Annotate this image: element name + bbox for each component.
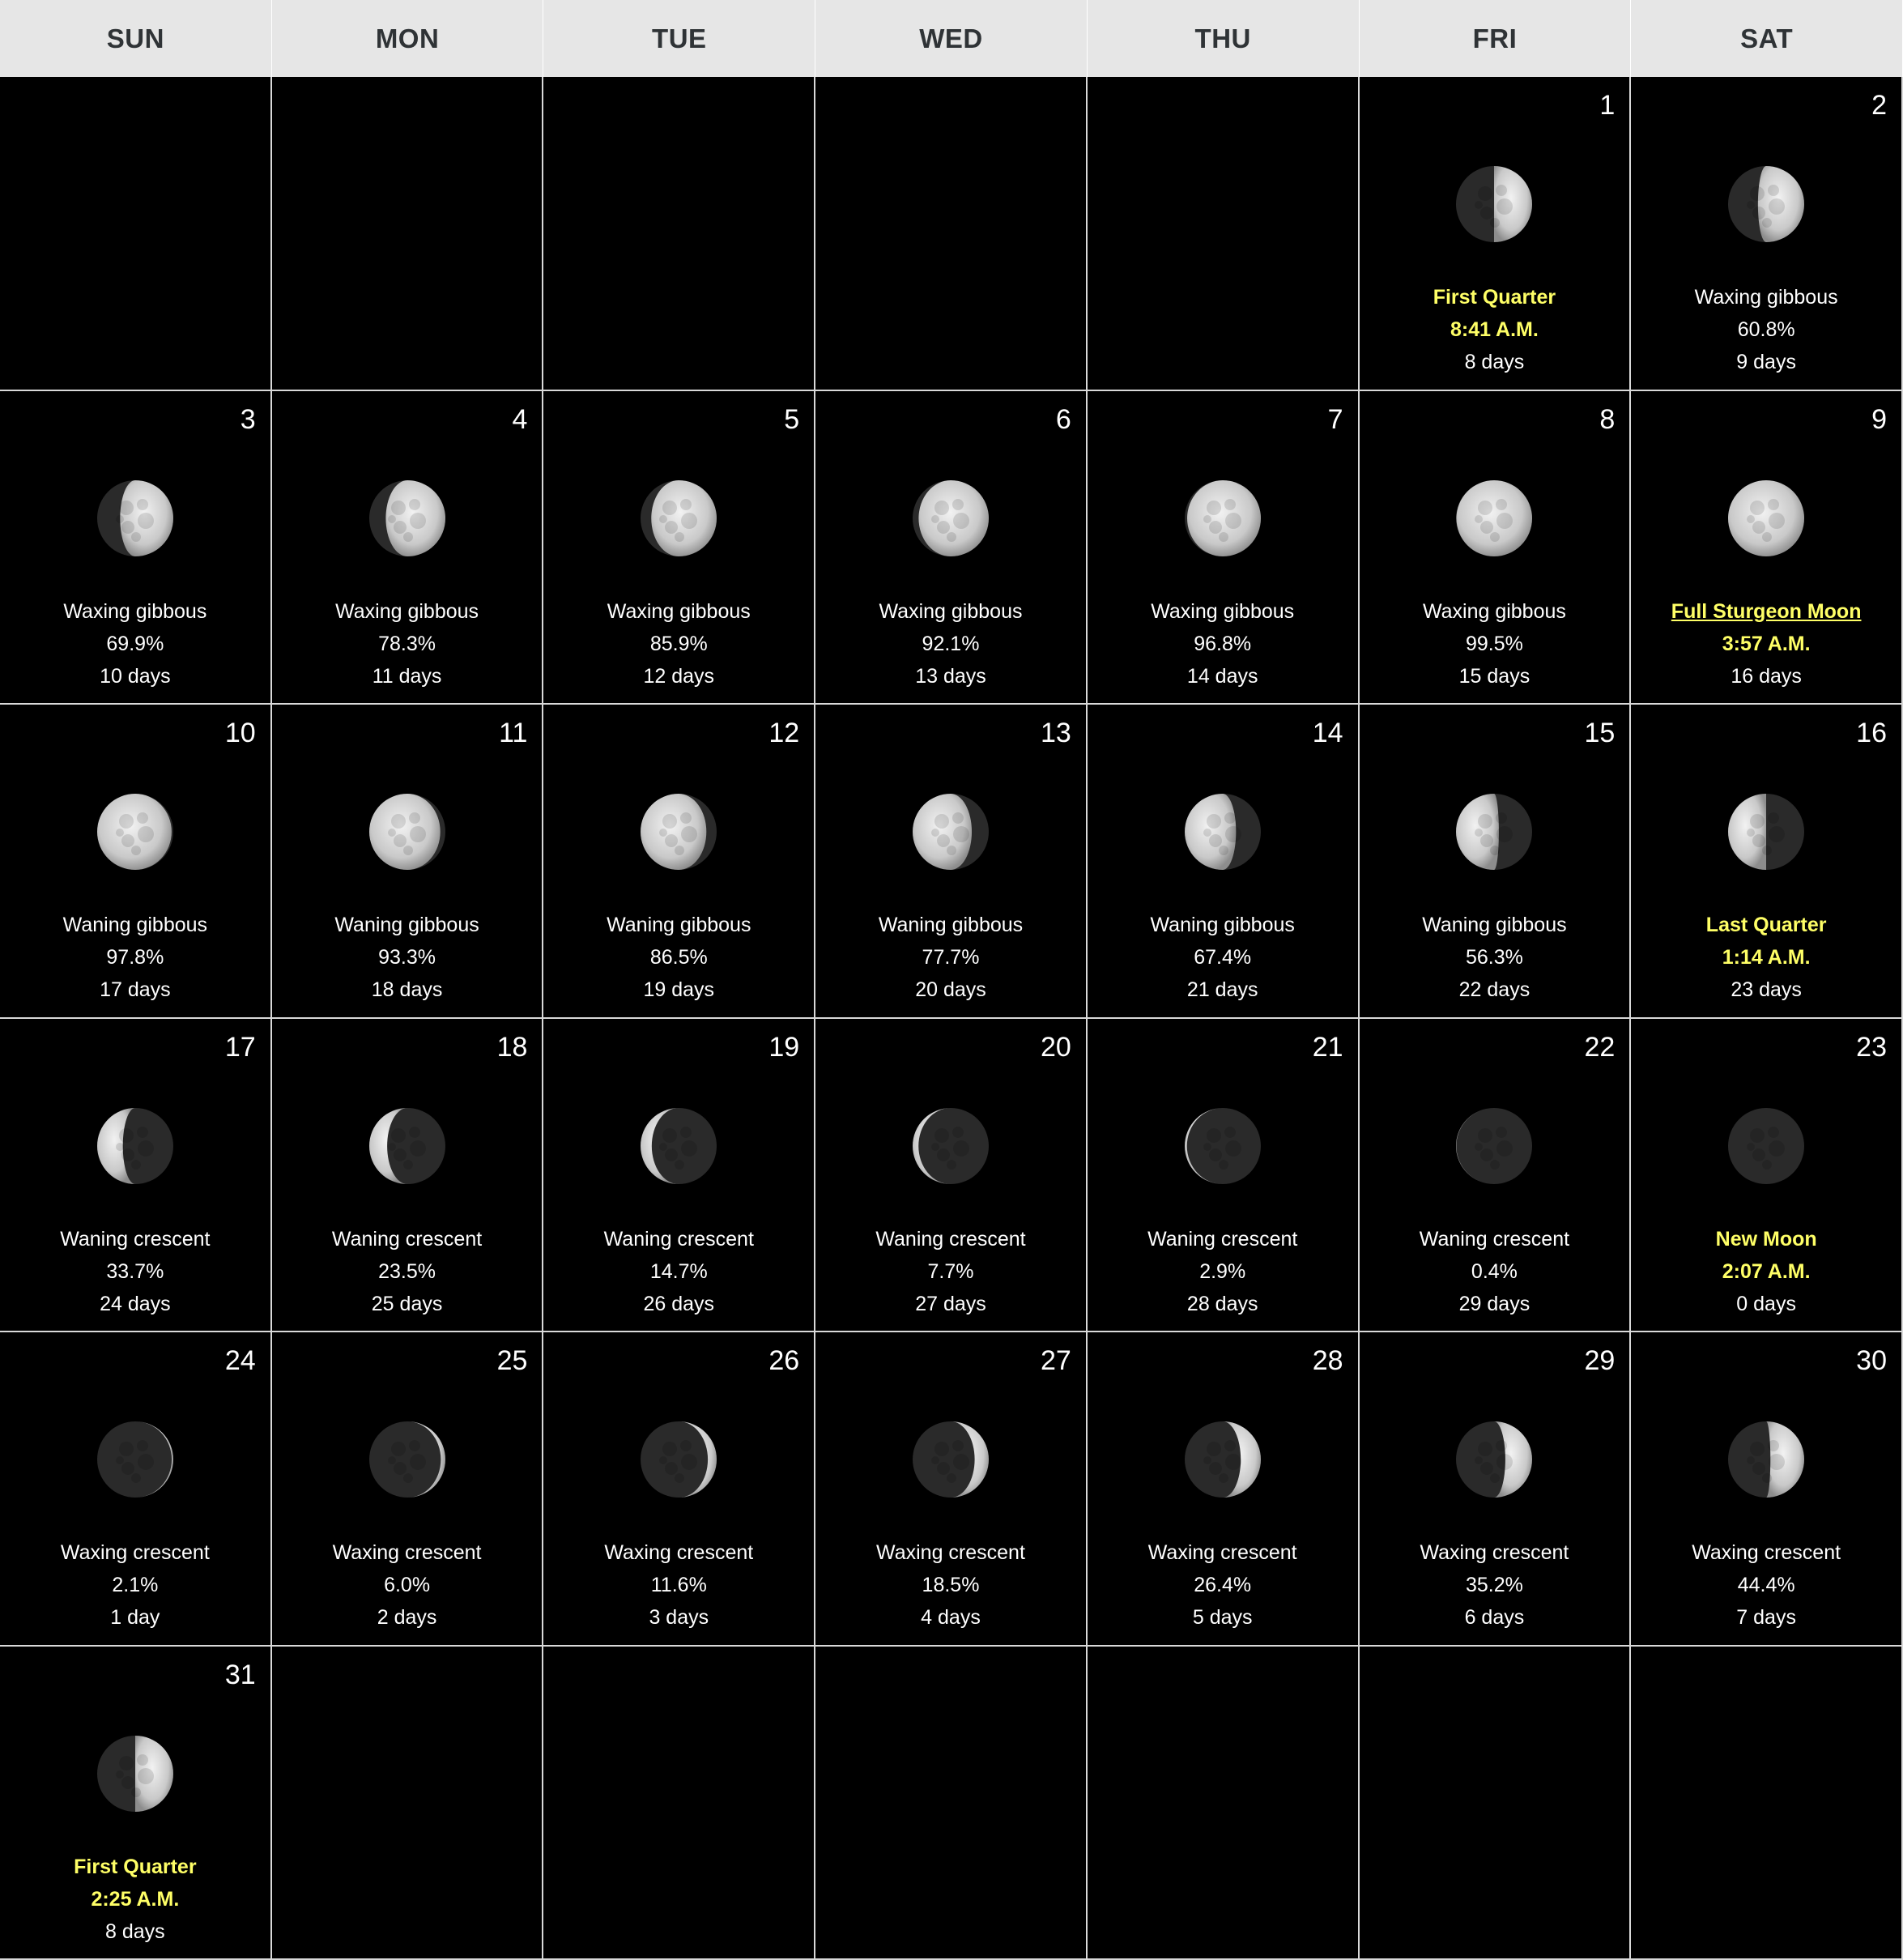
- empty-day-cell: [1631, 1647, 1903, 1960]
- illumination-percent: 85.9%: [649, 632, 708, 655]
- illumination-percent: 23.5%: [378, 1259, 436, 1283]
- day-cell-10[interactable]: [0, 705, 272, 1019]
- phase-time: 2:07 A.M.: [1722, 1259, 1811, 1283]
- phase-name: Waning crescent: [1419, 1227, 1570, 1251]
- moon-phase-icon: [639, 792, 718, 871]
- moon-age: 1 day: [110, 1606, 160, 1629]
- illumination-percent: 2.1%: [112, 1574, 159, 1596]
- day-number: 23: [1856, 1031, 1887, 1063]
- day-cell-29[interactable]: [1360, 1332, 1632, 1647]
- empty-day-cell: [272, 1647, 544, 1960]
- moon-phase-icon: [96, 479, 175, 558]
- empty-day-cell: [815, 77, 1088, 391]
- day-cell-26[interactable]: [543, 1332, 815, 1647]
- moon-age: 22 days: [1458, 978, 1530, 1001]
- phase-name: Waxing crescent: [1692, 1541, 1841, 1564]
- day-number: 28: [1312, 1345, 1343, 1376]
- phase-name: Waning crescent: [875, 1227, 1026, 1251]
- day-number: 15: [1584, 718, 1616, 748]
- weekday-header-thu: THU: [1088, 0, 1360, 77]
- phase-info: [1360, 909, 1630, 1006]
- day-cell-28[interactable]: [1088, 1332, 1360, 1647]
- phase-info: [1088, 909, 1358, 1006]
- phase-info: [0, 1851, 270, 1948]
- moon-phase-icon: [911, 792, 990, 871]
- day-cell-12[interactable]: [543, 705, 815, 1019]
- day-cell-17[interactable]: [0, 1019, 272, 1333]
- moon-age: 25 days: [371, 1292, 443, 1315]
- weekday-header-sun: SUN: [0, 0, 272, 77]
- illumination-percent: 77.7%: [922, 946, 980, 969]
- day-number: 29: [1584, 1345, 1616, 1376]
- phase-info: [1631, 909, 1901, 1006]
- moon-phase-icon: [639, 1420, 718, 1499]
- moon-age: 10 days: [100, 664, 171, 688]
- moon-phase-icon: [911, 1106, 990, 1186]
- phase-info: [1360, 1223, 1630, 1320]
- weekday-header-sat: SAT: [1631, 0, 1903, 77]
- illumination-percent: 69.9%: [106, 632, 164, 655]
- phase-info: [543, 909, 814, 1006]
- phase-name: Waning crescent: [331, 1227, 483, 1251]
- illumination-percent: 99.5%: [1465, 632, 1523, 655]
- phase-info: [543, 595, 814, 692]
- phase-name: Waxing gibbous: [335, 599, 479, 623]
- empty-day-cell: [272, 77, 544, 391]
- illumination-percent: 0.4%: [1471, 1259, 1518, 1283]
- illumination-percent: 18.5%: [922, 1574, 980, 1596]
- phase-name: Waxing gibbous: [63, 599, 207, 623]
- phase-info: [272, 1536, 543, 1634]
- phase-name: Waning gibbous: [607, 914, 751, 936]
- day-cell-4[interactable]: [272, 391, 544, 705]
- moon-age: 20 days: [915, 978, 986, 1001]
- moon-phase-icon: [1454, 479, 1534, 558]
- day-number: 27: [1041, 1345, 1071, 1376]
- phase-name: Waning gibbous: [878, 914, 1024, 936]
- moon-phase-icon: [1183, 479, 1262, 558]
- phase-info: [272, 1223, 543, 1320]
- moon-phase-icon: [368, 792, 447, 871]
- moon-phase-icon: [1726, 1106, 1806, 1186]
- phase-name: Last Quarter: [1705, 914, 1827, 936]
- illumination-percent: 33.7%: [106, 1259, 164, 1283]
- phase-name: Waning crescent: [603, 1227, 754, 1251]
- phase-info: [815, 1536, 1086, 1634]
- phase-name: New Moon: [1715, 1227, 1817, 1251]
- illumination-percent: 26.4%: [1194, 1574, 1252, 1596]
- moon-phase-icon: [639, 1106, 718, 1186]
- empty-day-cell: [815, 1647, 1088, 1960]
- day-cell-22[interactable]: [1360, 1019, 1632, 1333]
- day-cell-5[interactable]: [543, 391, 815, 705]
- day-cell-15[interactable]: [1360, 705, 1632, 1019]
- moon-phase-icon: [1454, 1106, 1534, 1186]
- moon-age: 6 days: [1464, 1606, 1525, 1629]
- moon-age: 21 days: [1186, 978, 1258, 1001]
- phase-info: [272, 595, 543, 692]
- phase-info: [543, 1223, 814, 1320]
- phase-info: [1631, 1223, 1901, 1320]
- day-cell-14[interactable]: [1088, 705, 1360, 1019]
- empty-day-cell: [543, 77, 815, 391]
- phase-name: Waxing gibbous: [607, 599, 751, 623]
- phase-info: [1631, 595, 1901, 692]
- day-number: 9: [1871, 403, 1887, 435]
- day-cell-1[interactable]: [1360, 77, 1632, 391]
- day-number: 16: [1856, 718, 1887, 748]
- empty-day-cell: [1360, 1647, 1632, 1960]
- moon-age: 9 days: [1736, 351, 1796, 373]
- day-cell-23[interactable]: [1631, 1019, 1903, 1333]
- phase-info: [815, 1223, 1086, 1320]
- moon-phase-icon: [1726, 792, 1806, 871]
- day-number: 3: [240, 403, 256, 435]
- day-number: 12: [768, 718, 800, 748]
- moon-phase-icon: [1454, 164, 1534, 244]
- illumination-percent: 67.4%: [1194, 946, 1252, 969]
- day-number: 18: [496, 1031, 528, 1063]
- illumination-percent: 2.9%: [1199, 1259, 1246, 1283]
- illumination-percent: 14.7%: [649, 1259, 708, 1283]
- phase-info: [1631, 281, 1901, 378]
- day-number: 5: [784, 403, 800, 435]
- illumination-percent: 56.3%: [1465, 946, 1523, 969]
- phase-name: Waxing crescent: [60, 1541, 210, 1564]
- empty-day-cell: [1088, 1647, 1360, 1960]
- day-cell-8[interactable]: [1360, 391, 1632, 705]
- phase-time: 2:25 A.M.: [91, 1887, 180, 1911]
- illumination-percent: 78.3%: [378, 632, 436, 655]
- moon-age: 24 days: [100, 1292, 171, 1315]
- day-number: 13: [1041, 718, 1071, 748]
- phase-name: Waxing crescent: [1420, 1541, 1569, 1564]
- weekday-header-fri: FRI: [1360, 0, 1632, 77]
- day-number: 26: [768, 1345, 800, 1376]
- day-cell-27[interactable]: [815, 1332, 1088, 1647]
- day-number: 11: [499, 718, 528, 748]
- moon-phase-icon: [1726, 164, 1806, 244]
- day-cell-31[interactable]: [0, 1647, 272, 1960]
- phase-name: Waxing crescent: [604, 1541, 754, 1564]
- phase-name: Waxing crescent: [1147, 1541, 1297, 1564]
- moon-age: 18 days: [371, 978, 443, 1001]
- moon-phase-icon: [96, 1734, 175, 1813]
- day-number: 4: [512, 403, 528, 435]
- day-cell-21[interactable]: [1088, 1019, 1360, 1333]
- illumination-percent: 96.8%: [1194, 632, 1252, 655]
- illumination-percent: 11.6%: [650, 1574, 707, 1596]
- phase-name: Waxing gibbous: [1422, 599, 1566, 623]
- day-number: 8: [1599, 403, 1616, 435]
- phase-name: Waning gibbous: [334, 914, 479, 936]
- moon-phase-icon: [1183, 792, 1262, 871]
- phase-info: [272, 909, 543, 1006]
- day-cell-25[interactable]: [272, 1332, 544, 1647]
- day-cell-13[interactable]: [815, 705, 1088, 1019]
- moon-age: 28 days: [1186, 1292, 1258, 1315]
- illumination-percent: 7.7%: [927, 1259, 974, 1283]
- moon-phase-icon: [368, 1106, 447, 1186]
- moon-age: 0 days: [1736, 1292, 1796, 1315]
- phase-info: [1088, 595, 1358, 692]
- moon-phase-icon: [96, 1106, 175, 1186]
- day-cell-19[interactable]: [543, 1019, 815, 1333]
- moon-age: 5 days: [1192, 1606, 1253, 1629]
- phase-name: Waning gibbous: [1150, 914, 1295, 936]
- empty-day-cell: [0, 77, 272, 391]
- moon-age: 23 days: [1731, 978, 1802, 1001]
- phase-name: First Quarter: [1433, 286, 1556, 309]
- moon-age: 14 days: [1186, 664, 1258, 688]
- day-number: 14: [1312, 718, 1343, 748]
- moon-age: 13 days: [915, 664, 986, 688]
- moon-age: 27 days: [915, 1292, 986, 1315]
- illumination-percent: 44.4%: [1737, 1574, 1795, 1596]
- day-cell-3[interactable]: [0, 391, 272, 705]
- day-number: 1: [1599, 90, 1616, 121]
- day-number: 20: [1041, 1031, 1071, 1063]
- day-cell-30[interactable]: [1631, 1332, 1903, 1647]
- illumination-percent: 60.8%: [1737, 318, 1795, 341]
- moon-phase-icon: [368, 479, 447, 558]
- phase-name: First Quarter: [74, 1855, 197, 1878]
- day-number: 24: [224, 1345, 256, 1376]
- phase-time: 8:41 A.M.: [1450, 318, 1539, 341]
- day-cell-20[interactable]: [815, 1019, 1088, 1333]
- moon-phase-icon: [1454, 792, 1534, 871]
- moon-phase-icon: [1726, 479, 1806, 558]
- moon-phase-icon: [1183, 1420, 1262, 1499]
- moon-age: 12 days: [643, 664, 715, 688]
- phase-info: [815, 909, 1086, 1006]
- moon-phase-icon: [639, 479, 718, 558]
- day-number: 21: [1312, 1031, 1343, 1063]
- phase-info: [0, 1536, 270, 1634]
- day-number: 17: [224, 1031, 256, 1063]
- phase-info: [0, 1223, 270, 1320]
- illumination-percent: 86.5%: [649, 946, 708, 969]
- weekday-header-wed: WED: [815, 0, 1088, 77]
- phase-info: [1631, 1536, 1901, 1634]
- moon-phase-icon: [911, 479, 990, 558]
- moon-phase-icon: [911, 1420, 990, 1499]
- day-number: 10: [224, 718, 256, 748]
- moon-age: 7 days: [1736, 1606, 1796, 1629]
- day-number: 22: [1584, 1031, 1616, 1063]
- moon-age: 16 days: [1731, 664, 1802, 688]
- day-cell-6[interactable]: [815, 391, 1088, 705]
- illumination-percent: 97.8%: [106, 946, 164, 969]
- moon-age: 26 days: [643, 1292, 715, 1315]
- phase-name: Waning crescent: [1147, 1227, 1298, 1251]
- moon-age: 2 days: [377, 1606, 437, 1629]
- moon-phase-icon: [368, 1420, 447, 1499]
- day-cell-11[interactable]: [272, 705, 544, 1019]
- phase-info: [1360, 1536, 1630, 1634]
- phase-info: [815, 595, 1086, 692]
- empty-day-cell: [543, 1647, 815, 1960]
- phase-info: [1088, 1536, 1358, 1634]
- day-number: 6: [1055, 403, 1071, 435]
- moon-phase-icon: [96, 792, 175, 871]
- day-cell-24[interactable]: [0, 1332, 272, 1647]
- phase-name: Waxing gibbous: [1151, 599, 1295, 623]
- moon-phase-icon: [1183, 1106, 1262, 1186]
- phase-info: [0, 909, 270, 1006]
- day-number: 25: [496, 1345, 528, 1376]
- phase-info: [1360, 595, 1630, 692]
- day-number: 31: [224, 1659, 256, 1690]
- moon-phase-icon: [96, 1420, 175, 1499]
- day-cell-18[interactable]: [272, 1019, 544, 1333]
- moon-age: 17 days: [100, 978, 171, 1001]
- phase-name: Waxing crescent: [876, 1541, 1025, 1564]
- day-number: 7: [1327, 403, 1343, 435]
- phase-info: [543, 1536, 814, 1634]
- phase-name: Waxing gibbous: [879, 599, 1023, 623]
- illumination-percent: 6.0%: [384, 1574, 431, 1596]
- moon-phase-icon: [1726, 1420, 1806, 1499]
- illumination-percent: 35.2%: [1465, 1574, 1523, 1596]
- day-cell-7[interactable]: [1088, 391, 1360, 705]
- moon-phase-icon: [1454, 1420, 1534, 1499]
- phase-info: [0, 595, 270, 692]
- empty-day-cell: [1088, 77, 1360, 391]
- phase-name: Waxing gibbous: [1694, 286, 1838, 309]
- illumination-percent: 92.1%: [922, 632, 980, 655]
- day-cell-16[interactable]: [1631, 705, 1903, 1019]
- moon-age: 11 days: [372, 664, 442, 688]
- day-cell-9[interactable]: [1631, 391, 1903, 705]
- moon-age: 3 days: [649, 1606, 709, 1629]
- moon-age: 15 days: [1458, 664, 1530, 688]
- moon-age: 19 days: [643, 978, 715, 1001]
- weekday-header-mon: MON: [272, 0, 544, 77]
- phase-name-link[interactable]: Full Sturgeon Moon: [1671, 599, 1862, 623]
- moon-age: 4 days: [921, 1606, 981, 1629]
- phase-info: [1088, 1223, 1358, 1320]
- day-number: 30: [1856, 1345, 1887, 1376]
- moon-age: 29 days: [1458, 1292, 1530, 1315]
- moon-age: 8 days: [1464, 351, 1525, 373]
- day-number: 2: [1871, 90, 1887, 121]
- weekday-header-tue: TUE: [543, 0, 815, 77]
- phase-name: Waning crescent: [60, 1227, 211, 1251]
- illumination-percent: 93.3%: [378, 946, 436, 969]
- day-cell-2[interactable]: [1631, 77, 1903, 391]
- phase-name: Waxing crescent: [332, 1541, 482, 1564]
- phase-info: [1360, 281, 1630, 378]
- phase-name: Waning gibbous: [1422, 914, 1567, 936]
- moon-age: 8 days: [105, 1920, 165, 1943]
- day-number: 19: [768, 1031, 800, 1063]
- phase-name: Waning gibbous: [62, 914, 208, 936]
- phase-time: 1:14 A.M.: [1722, 946, 1811, 969]
- phase-time: 3:57 A.M.: [1722, 632, 1811, 655]
